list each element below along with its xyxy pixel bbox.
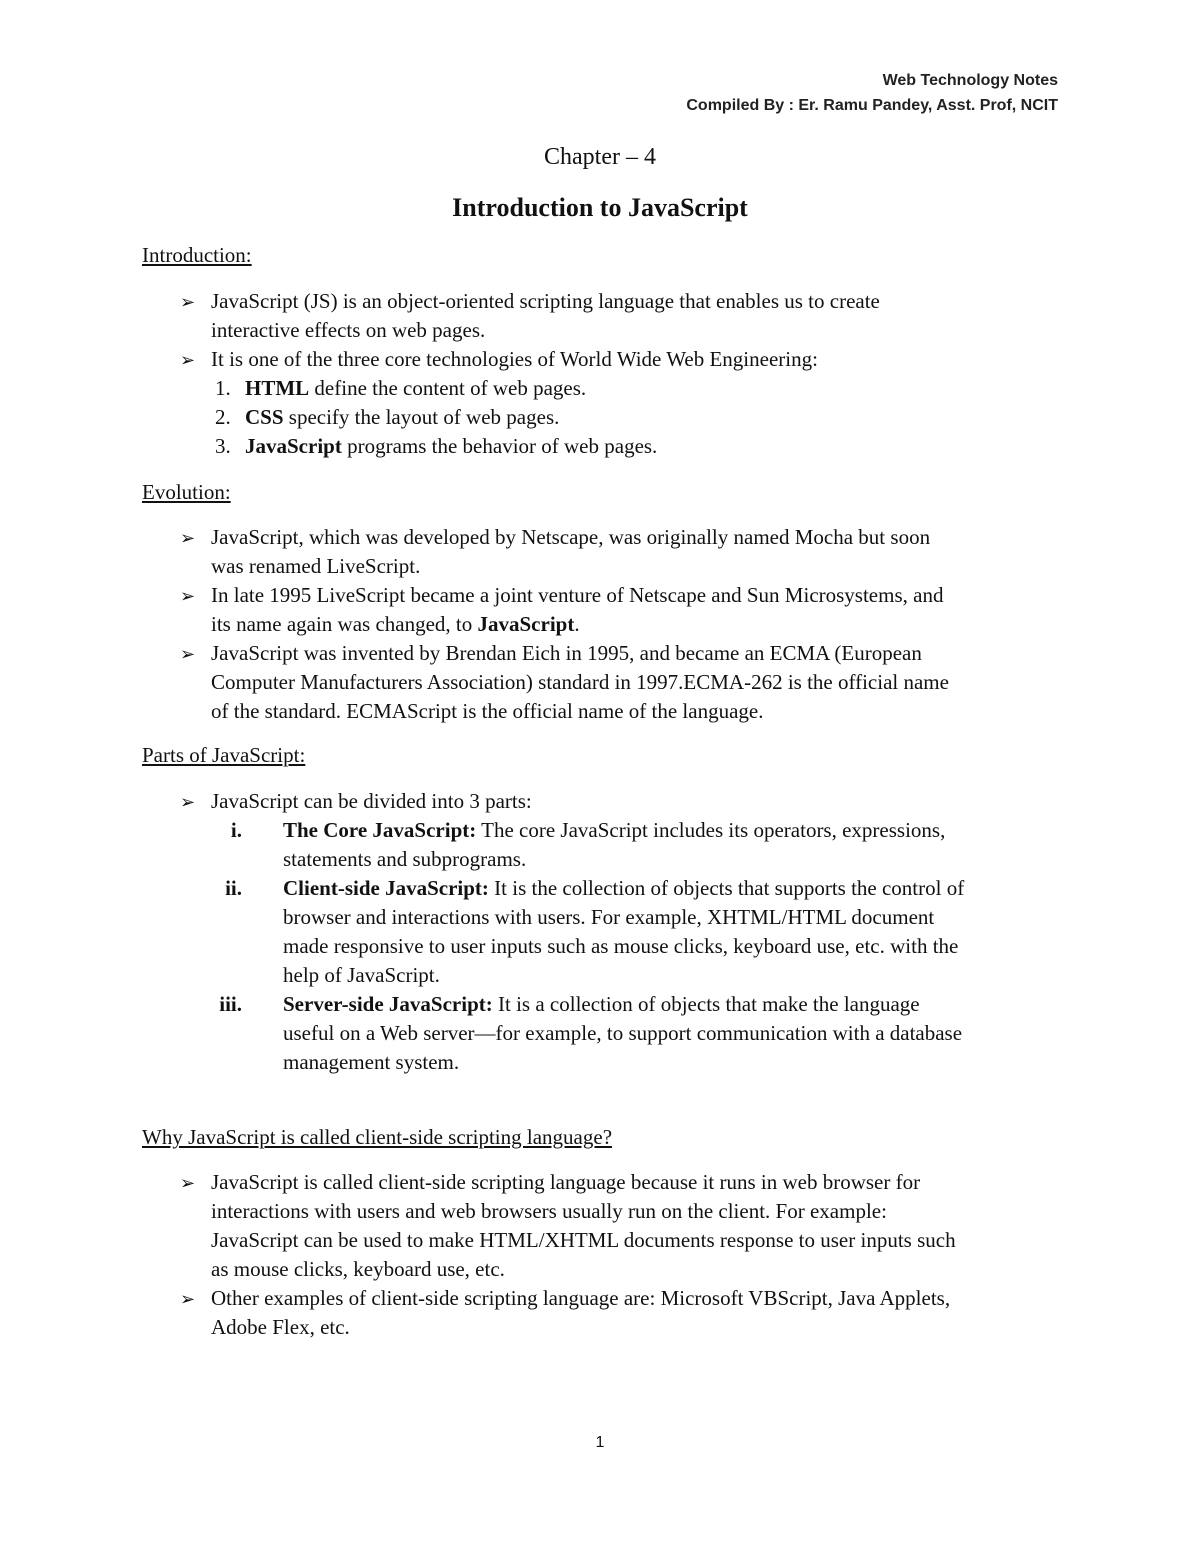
intro-bullet-2: It is one of the three core technologies of World Wide Web Engineering: — [211, 347, 818, 371]
part-iii-line-3: management system. — [283, 1050, 460, 1074]
part-iii-line-2: useful on a Web server—for example, to support communication with a database — [283, 1021, 963, 1045]
list-item: 1. HTML define the content of web pages. — [215, 376, 587, 400]
evolution-bullet-2-line-1: In late 1995 LiveScript became a joint venture of Netscape and Sun Microsystems, and — [211, 583, 944, 607]
bullet-arrow-icon: ➢ — [180, 1289, 196, 1310]
bullet-arrow-icon: ➢ — [180, 350, 196, 371]
why-bullet-2-line-1: Other examples of client-side scripting language are: Microsoft VBScript, Java Applets, — [211, 1286, 951, 1310]
header-compiled-by: Compiled By : Er. Ramu Pandey, Asst. Prof, NCIT — [686, 97, 1058, 114]
bullet-arrow-icon: ➢ — [180, 528, 196, 549]
section-heading-evolution: Evolution: — [142, 480, 231, 504]
chapter-label: Chapter – 4 — [544, 144, 656, 170]
part-ii-line-1: Client-side JavaScript: It is the collection of objects that supports the control of — [283, 876, 965, 900]
part-iii-line-1: Server-side JavaScript: It is a collection of objects that make the language — [283, 992, 920, 1016]
evolution-bullet-1-line-1: JavaScript, which was developed by Netscape, was originally named Mocha but soon — [211, 525, 931, 549]
parts-bullet-1: JavaScript can be divided into 3 parts: — [211, 789, 532, 813]
list-item: 2. CSS specify the layout of web pages. — [215, 405, 560, 429]
evolution-bullet-3-line-3: of the standard. ECMAScript is the official name of the language. — [211, 699, 764, 723]
page-title: Introduction to JavaScript — [452, 193, 748, 222]
roman-numeral-iii: iii. — [219, 992, 242, 1016]
part-ii-line-2: browser and interactions with users. For example, XHTML/HTML document — [283, 905, 935, 929]
why-bullet-1-line-2: interactions with users and web browsers usually run on the client. For example: — [211, 1199, 887, 1223]
why-bullet-1-line-4: as mouse clicks, keyboard use, etc. — [211, 1257, 505, 1281]
section-heading-introduction: Introduction: — [142, 243, 252, 267]
header-title: Web Technology Notes — [882, 72, 1058, 89]
evolution-bullet-3-line-2: Computer Manufacturers Association) standard in 1997.ECMA-262 is the official name — [211, 670, 949, 694]
part-ii-line-4: help of JavaScript. — [283, 963, 440, 987]
part-ii-line-3: made responsive to user inputs such as mouse clicks, keyboard use, etc. with the — [283, 934, 959, 958]
bullet-arrow-icon: ➢ — [180, 292, 196, 313]
intro-bullet-1-line-1: JavaScript (JS) is an object-oriented scripting language that enables us to create — [211, 289, 880, 313]
bullet-arrow-icon: ➢ — [180, 1173, 196, 1194]
section-heading-why-client-side: Why JavaScript is called client-side scripting language? — [142, 1125, 613, 1149]
bullet-arrow-icon: ➢ — [180, 792, 196, 813]
section-heading-parts: Parts of JavaScript: — [142, 743, 306, 767]
roman-numeral-ii: ii. — [225, 876, 242, 900]
intro-bullet-1-line-2: interactive effects on web pages. — [211, 318, 486, 342]
bullet-arrow-icon: ➢ — [180, 644, 196, 665]
evolution-bullet-3-line-1: JavaScript was invented by Brendan Eich in 1995, and became an ECMA (European — [211, 641, 922, 665]
bullet-arrow-icon: ➢ — [180, 586, 196, 607]
roman-numeral-i: i. — [230, 818, 242, 842]
part-i-line-1: The Core JavaScript: The core JavaScript includes its operators, expressions, — [283, 818, 946, 842]
evolution-bullet-1-line-2: was renamed LiveScript. — [211, 554, 421, 578]
why-bullet-1-line-3: JavaScript can be used to make HTML/XHTML documents response to user inputs such — [211, 1228, 956, 1252]
why-bullet-1-line-1: JavaScript is called client-side scripting language because it runs in web browser for — [211, 1170, 921, 1194]
evolution-bullet-2-line-2: its name again was changed, to JavaScript. — [211, 612, 580, 636]
why-bullet-2-line-2: Adobe Flex, etc. — [211, 1315, 350, 1339]
part-i-line-2: statements and subprograms. — [283, 847, 527, 871]
page-number: 1 — [595, 1434, 605, 1451]
list-item: 3. JavaScript programs the behavior of web pages. — [215, 434, 658, 458]
